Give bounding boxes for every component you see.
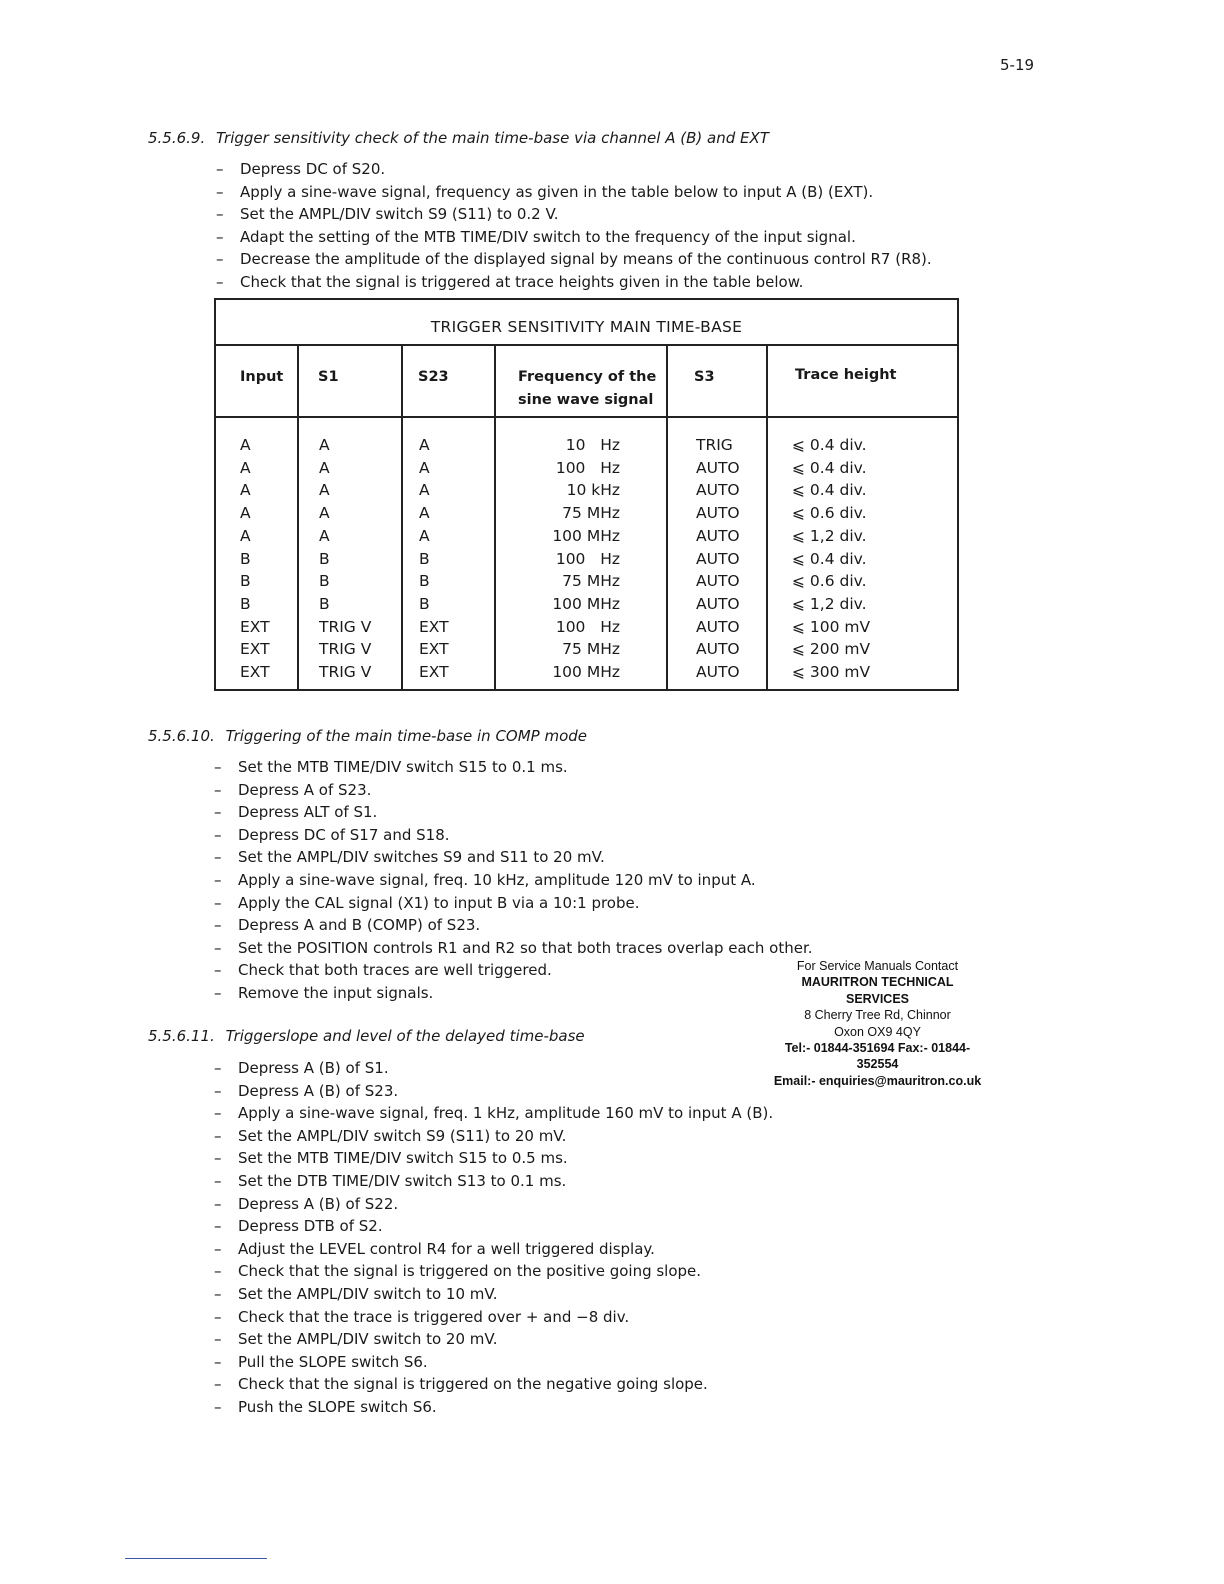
header-s1: S1 <box>318 369 339 385</box>
table-row <box>216 434 957 457</box>
step-text: Check that the trace is triggered over + and −8 div. <box>238 1307 630 1326</box>
contact-address: Oxon OX9 4QY <box>834 1024 921 1039</box>
cell-trace: ⩽ 0.6 div. <box>792 572 867 591</box>
step-list-section2 <box>214 756 813 1005</box>
service-contact-block <box>770 958 985 1089</box>
header-s23: S23 <box>418 369 449 385</box>
dash-bullet: – <box>216 250 224 269</box>
dash-bullet: – <box>214 1239 222 1258</box>
step-item <box>214 779 813 802</box>
step-text: Set the POSITION controls R1 and R2 so that both traces overlap each other. <box>238 938 813 957</box>
cell-s1: A <box>319 458 330 477</box>
step-text: Depress A (B) of S1. <box>238 1059 389 1077</box>
table-row <box>216 570 957 593</box>
dash-bullet: – <box>214 1081 222 1100</box>
table-row <box>216 661 957 684</box>
step-item <box>214 801 813 824</box>
cell-s3: AUTO <box>696 504 740 523</box>
cell-s23: B <box>419 549 430 568</box>
contact-address: 8 Cherry Tree Rd, Chinnor <box>804 1008 951 1023</box>
step-item <box>214 1057 773 1080</box>
table-header-row <box>216 346 957 418</box>
contact-email: Email:- enquiries@mauritron.co.uk <box>773 1073 982 1088</box>
step-text: Depress ALT of S1. <box>238 803 378 822</box>
step-item <box>214 892 813 915</box>
step-text: Set the DTB TIME/DIV switch S13 to 0.1 ms. <box>238 1171 567 1190</box>
header-frequency-line1: Frequency of the <box>518 369 657 385</box>
header-frequency <box>518 366 656 412</box>
section-title: Triggerslope and level of the delayed time-base <box>225 1027 585 1045</box>
dash-bullet: – <box>214 1307 222 1326</box>
cell-s23: EXT <box>419 663 449 681</box>
contact-phone: Tel:- 01844-351694 Fax:- 01844-352554 <box>784 1041 971 1072</box>
step-item <box>214 1260 773 1283</box>
cell-freq: 100 MHz <box>552 663 620 681</box>
cell-s1: A <box>319 526 330 545</box>
dash-bullet: – <box>214 1284 222 1303</box>
section-number: 5.5.6.9. <box>148 129 206 147</box>
step-item <box>214 1147 773 1170</box>
dash-bullet: – <box>214 780 222 799</box>
cell-freq: 10 Hz <box>565 436 620 454</box>
dash-bullet: – <box>214 983 222 1002</box>
step-item <box>214 1215 773 1238</box>
cell-s1: TRIG V <box>319 640 372 659</box>
step-item <box>214 1193 773 1216</box>
section-title: Trigger sensitivity check of the main time-base via channel A (B) and EXT <box>216 129 769 147</box>
dash-bullet: – <box>214 1149 222 1168</box>
step-item <box>214 1125 773 1148</box>
header-trace-height: Trace height <box>795 367 897 383</box>
table-row <box>216 502 957 525</box>
cell-s23: B <box>419 594 430 613</box>
dash-bullet: – <box>214 961 222 980</box>
dash-bullet: – <box>214 1375 222 1394</box>
step-item <box>216 158 932 181</box>
cell-trace: ⩽ 200 mV <box>792 640 871 659</box>
step-text: Pull the SLOPE switch S6. <box>238 1352 428 1371</box>
step-item <box>214 1080 773 1103</box>
cell-freq: 75 MHz <box>562 504 620 523</box>
step-item <box>214 982 813 1005</box>
cell-input: A <box>240 504 251 523</box>
cell-freq: 75 MHz <box>562 572 620 591</box>
cell-s3: TRIG <box>696 436 733 454</box>
cell-s1: TRIG V <box>319 663 372 681</box>
cell-s23: A <box>419 458 430 477</box>
step-text: Apply a sine-wave signal, frequency as given in the table below to input A (B) (EXT). <box>240 182 874 201</box>
section-number: 5.5.6.11. <box>148 1027 215 1045</box>
dash-bullet: – <box>214 825 222 844</box>
cell-s3: AUTO <box>696 663 740 681</box>
step-item <box>216 226 932 249</box>
trigger-sensitivity-table <box>214 298 959 691</box>
section-heading-5-5-6-10 <box>148 727 587 745</box>
cell-s23: A <box>419 481 430 500</box>
footer-rule <box>125 1558 267 1559</box>
step-item <box>214 1283 773 1306</box>
cell-input: EXT <box>240 640 270 659</box>
table-row <box>216 548 957 571</box>
cell-s1: A <box>319 481 330 500</box>
step-text: Depress DTB of S2. <box>238 1217 383 1236</box>
step-item <box>216 248 932 271</box>
cell-s1: B <box>319 549 330 568</box>
cell-input: B <box>240 549 251 568</box>
dash-bullet: – <box>214 803 222 822</box>
cell-freq: 100 Hz <box>555 549 620 568</box>
step-item <box>216 271 932 294</box>
cell-s1: B <box>319 594 330 613</box>
cell-trace: ⩽ 300 mV <box>792 663 871 681</box>
step-text: Apply a sine-wave signal, freq. 1 kHz, amplitude 160 mV to input A (B). <box>238 1104 774 1123</box>
cell-input: B <box>240 572 251 591</box>
step-text: Remove the input signals. <box>238 983 434 1002</box>
cell-input: A <box>240 436 251 454</box>
dash-bullet: – <box>216 272 224 291</box>
step-text: Depress DC of S17 and S18. <box>238 825 450 844</box>
dash-bullet: – <box>216 227 224 246</box>
step-item <box>214 1396 773 1419</box>
cell-s3: AUTO <box>696 640 740 659</box>
table-row <box>216 525 957 548</box>
dash-bullet: – <box>214 1126 222 1145</box>
dash-bullet: – <box>214 1059 222 1077</box>
cell-input: A <box>240 458 251 477</box>
cell-trace: ⩽ 0.6 div. <box>792 504 867 523</box>
cell-trace: ⩽ 0.4 div. <box>792 436 867 454</box>
cell-freq: 100 MHz <box>552 594 620 613</box>
cell-trace: ⩽ 100 mV <box>792 617 871 636</box>
dash-bullet: – <box>214 1397 222 1416</box>
cell-s3: AUTO <box>696 594 740 613</box>
step-text: Set the AMPL/DIV switch to 20 mV. <box>238 1330 498 1349</box>
dash-bullet: – <box>214 1352 222 1371</box>
cell-s23: A <box>419 504 430 523</box>
step-text: Check that both traces are well triggered. <box>238 961 552 980</box>
cell-freq: 100 MHz <box>552 526 620 545</box>
step-text: Apply the CAL signal (X1) to input B via a 10:1 probe. <box>238 893 640 912</box>
table-title: TRIGGER SENSITIVITY MAIN TIME-BASE <box>216 300 957 346</box>
cell-input: EXT <box>240 663 270 681</box>
cell-trace: ⩽ 1,2 div. <box>792 526 867 545</box>
step-item <box>216 203 932 226</box>
step-text: Check that the signal is triggered on the negative going slope. <box>238 1375 708 1394</box>
step-text: Depress A (B) of S22. <box>238 1194 399 1213</box>
header-input: Input <box>240 369 284 385</box>
cell-s3: AUTO <box>696 481 740 500</box>
dash-bullet: – <box>214 1330 222 1349</box>
cell-s3: AUTO <box>696 526 740 545</box>
step-item <box>214 824 813 847</box>
dash-bullet: – <box>214 758 222 776</box>
contact-company: MAURITRON TECHNICAL SERVICES <box>801 975 954 1006</box>
cell-s23: EXT <box>419 640 449 659</box>
step-text: Set the MTB TIME/DIV switch S15 to 0.5 ms. <box>238 1149 568 1168</box>
step-item <box>214 914 813 937</box>
step-item <box>214 869 813 892</box>
cell-freq: 100 Hz <box>555 617 620 636</box>
cell-trace: ⩽ 0.4 div. <box>792 458 867 477</box>
cell-trace: ⩽ 0.4 div. <box>792 481 867 500</box>
step-list-section3 <box>214 1057 773 1419</box>
step-item <box>214 959 813 982</box>
dash-bullet: – <box>214 870 222 889</box>
step-text: Set the AMPL/DIV switch to 10 mV. <box>238 1284 498 1303</box>
contact-line: For Service Manuals Contact <box>796 959 959 973</box>
step-text: Depress A and B (COMP) of S23. <box>238 916 481 935</box>
cell-s23: B <box>419 572 430 591</box>
cell-s1: B <box>319 572 330 591</box>
step-text: Apply a sine-wave signal, freq. 10 kHz, amplitude 120 mV to input A. <box>238 870 756 889</box>
step-item <box>214 1238 773 1261</box>
step-item <box>214 1306 773 1329</box>
dash-bullet: – <box>214 916 222 935</box>
cell-input: A <box>240 481 251 500</box>
step-text: Depress DC of S20. <box>240 160 386 178</box>
dash-bullet: – <box>214 1194 222 1213</box>
step-text: Depress A (B) of S23. <box>238 1081 399 1100</box>
cell-s23: A <box>419 436 430 454</box>
cell-s1: TRIG V <box>319 617 372 636</box>
cell-freq: 10 kHz <box>566 481 620 500</box>
step-item <box>216 181 932 204</box>
table-row <box>216 593 957 616</box>
table-row <box>216 616 957 639</box>
step-list-section1 <box>216 158 932 294</box>
step-item <box>214 756 813 779</box>
step-item <box>214 1170 773 1193</box>
dash-bullet: – <box>214 938 222 957</box>
cell-s1: A <box>319 436 330 454</box>
step-text: Push the SLOPE switch S6. <box>238 1397 437 1416</box>
section-title: Triggering of the main time-base in COMP mode <box>225 727 588 745</box>
step-item <box>214 846 813 869</box>
page-number: 5-19 <box>1000 56 1035 74</box>
cell-input: B <box>240 594 251 613</box>
cell-trace: ⩽ 0.4 div. <box>792 549 867 568</box>
table-row <box>216 479 957 502</box>
step-item <box>214 1351 773 1374</box>
cell-input: A <box>240 526 251 545</box>
dash-bullet: – <box>214 1217 222 1236</box>
cell-trace: ⩽ 1,2 div. <box>792 594 867 613</box>
step-text: Set the AMPL/DIV switch S9 (S11) to 0.2 V. <box>240 205 559 224</box>
dash-bullet: – <box>214 1171 222 1190</box>
cell-s3: AUTO <box>696 458 740 477</box>
step-text: Set the MTB TIME/DIV switch S15 to 0.1 ms. <box>238 758 568 776</box>
step-item <box>214 1373 773 1396</box>
cell-s23: A <box>419 526 430 545</box>
cell-input: EXT <box>240 617 270 636</box>
step-item <box>214 1102 773 1125</box>
step-text: Check that the signal is triggered on the positive going slope. <box>238 1262 702 1281</box>
step-text: Depress A of S23. <box>238 780 372 799</box>
cell-s1: A <box>319 504 330 523</box>
header-s3: S3 <box>694 369 715 385</box>
section-number: 5.5.6.10. <box>148 727 215 745</box>
section-heading-5-5-6-11 <box>148 1027 585 1045</box>
dash-bullet: – <box>216 182 224 201</box>
header-frequency-line2: sine wave signal <box>518 392 654 408</box>
dash-bullet: – <box>214 1104 222 1123</box>
step-text: Decrease the amplitude of the displayed signal by means of the continuous control R7 (R8). <box>240 250 932 269</box>
dash-bullet: – <box>214 893 222 912</box>
table-row <box>216 638 957 661</box>
dash-bullet: – <box>216 160 224 178</box>
cell-s3: AUTO <box>696 572 740 591</box>
step-text: Check that the signal is triggered at trace heights given in the table below. <box>240 272 804 291</box>
step-text: Set the AMPL/DIV switch S9 (S11) to 20 mV. <box>238 1126 567 1145</box>
section-heading-5-5-6-9 <box>148 129 769 147</box>
step-text: Adjust the LEVEL control R4 for a well triggered display. <box>238 1239 655 1258</box>
step-item <box>214 937 813 960</box>
dash-bullet: – <box>216 205 224 224</box>
cell-s3: AUTO <box>696 617 740 636</box>
step-text: Set the AMPL/DIV switches S9 and S11 to 20 mV. <box>238 848 605 867</box>
step-text: Adapt the setting of the MTB TIME/DIV switch to the frequency of the input signal. <box>240 227 856 246</box>
cell-freq: 75 MHz <box>562 640 620 659</box>
cell-s3: AUTO <box>696 549 740 568</box>
table-body <box>216 418 957 693</box>
dash-bullet: – <box>214 848 222 867</box>
step-item <box>214 1328 773 1351</box>
table-row <box>216 457 957 480</box>
cell-freq: 100 Hz <box>555 458 620 477</box>
cell-s23: EXT <box>419 617 449 636</box>
dash-bullet: – <box>214 1262 222 1281</box>
